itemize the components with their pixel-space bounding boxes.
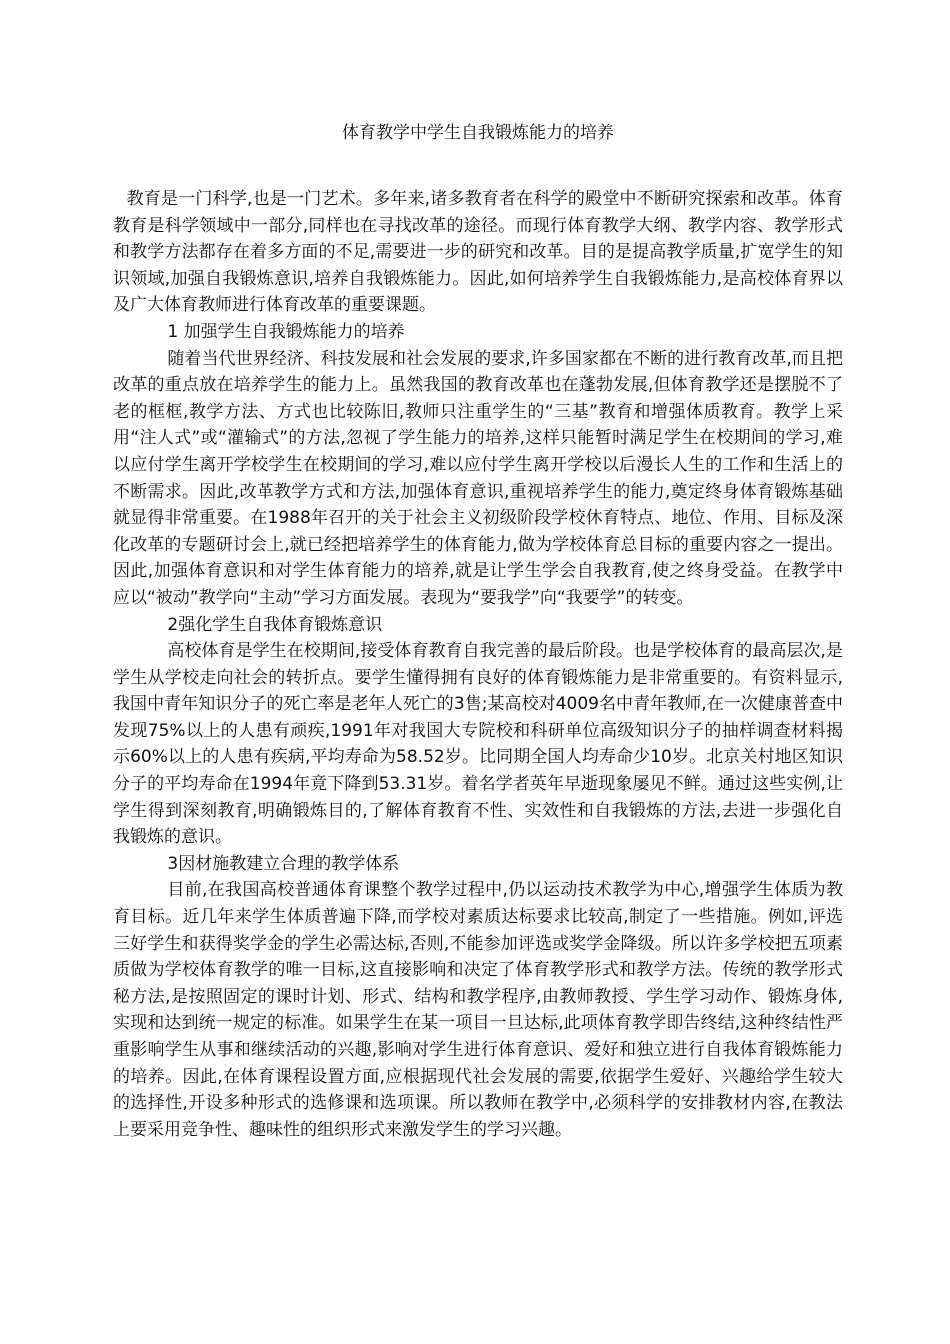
section-paragraph-1: 随着当代世界经济、科技发展和社会发展的要求,许多国家都在不断的进行教育改革,而且把改革的重点放在培养学生的能力上。虽然我国的教育改革也在蓬勃发展,但体育教学还是摆脱不了老的框框,教学方法、方式也比较陈旧,教师只注重学生的“三基”教育和增强体质教育。教学上采用“注人式”或“灌输式”的方法,忽视了学生能力的培养,这样只能暂时满足学生在校期间的学习,难以应付学生离开学校学生在校期间的学习,难以应付学生离开学校以后漫长人生的工作和生活上的不断需求。因此,改革教学方式和方法,加强体育意识,重视培养学生的能力,奠定终身体育锻炼基础就显得非常重要。在1988年召开的关于社会主义初级阶段学校休育特点、地位、作用、目标及深化改革的专题研讨会上,就已经把培养学生的体育能力,做为学校体育总目标的重要内容之一提出。因此,加强体育意识和对学生体育能力的培养,就是让学生学会自我教育,使之终身受益。在教学中应以“被动”教学向“主动”学习方面发展。表现为“要我学”向“我要学”的转变。 (113, 348, 843, 608)
section-heading-3: 3因材施教建立合理的教学体系 (167, 853, 400, 874)
section-paragraph-3: 目前,在我国高校普通体育课整个教学过程中,仍以运动技术教学为中心,增强学生体质为教育目标。近几年来学生体质普遍下降,而学校对素质达标要求比较高,制定了一些措施。例如,评选三好学生和获得奖学金的学生必需达标,否则,不能参加评选或奖学金降级。所以许多学校把五项素质做为学校体育教学的唯一目标,这直接影响和决定了体育教学形式和教学方法。传统的教学形式秘方法,是按照固定的课时计划、形式、结构和教学程序,由教师教授、学生学习动作、锻炼身体,实现和达到统一规定的标准。如果学生在某一项目一旦达标,此项体育教学即告终结,这种终结性严重影响学生从事和继续活动的兴趣,影响对学生进行体育意识、爱好和独立进行自我体育锻炼能力的培养。因此,在体育课程设置方面,应根据现代社会发展的需要,依据学生爱好、兴趣给学生较大的选择性,开设多种形式的选修课和选项课。所以教师在教学中,必须科学的安排教材内容,在教法上要采用竞争性、趣味性的组织形式来激发学生的学习兴趣。 (113, 880, 843, 1140)
section-heading-2: 2强化学生自我体育锻炼意识 (167, 614, 383, 635)
section-heading-1: 1 加强学生自我锻炼能力的培养 (167, 321, 405, 342)
document-body (113, 186, 843, 1143)
intro-paragraph: 教育是一门科学,也是一门艺术。多年来,诸多教育者在科学的殿堂中不断研究探索和改革。体育教育是科学领域中一部分,同样也在寻找改革的途径。而现行体育教学大纲、教学内容、教学形式和教学方法都存在着多方面的不足,需要进一步的研究和改革。目的是提高教学质量,扩宽学生的知识领域,加强自我锻炼意识,培养自我锻炼能力。因此,如何培养学生自我锻炼能力,是高校体育界以及广大体育教师进行体育改革的重要课题。 (113, 189, 843, 316)
document-title: 体育教学中学生自我锻炼能力的培养 (342, 123, 614, 143)
section-paragraph-2: 高校体育是学生在校期间,接受体育教育自我完善的最后阶段。也是学校体育的最高层次,是学生从学校走向社会的转折点。要学生懂得拥有良好的体育锻炼能力是非常重要的。有资料显示,我国中青年知识分子的死亡率是老年人死亡的3售;某高校对4009名中青年教师,在一次健康普查中发现75%以上的人患有顽疾,1991年对我国大专院校和科研单位高级知识分子的抽样调查材料揭示60%以上的人患有疾病,平均寿命为58.52岁。比同期全国人均寿命少10岁。北京关村地区知识分子的平均寿命在1994年竟下降到53.31岁。着名学者英年早逝现象屡见不鲜。通过这些实例,让学生得到深刻教育,明确锻炼目的,了解体育教育不性、实效性和自我锻炼的方法,去进一步强化自我锻炼的意识。 (113, 641, 843, 848)
